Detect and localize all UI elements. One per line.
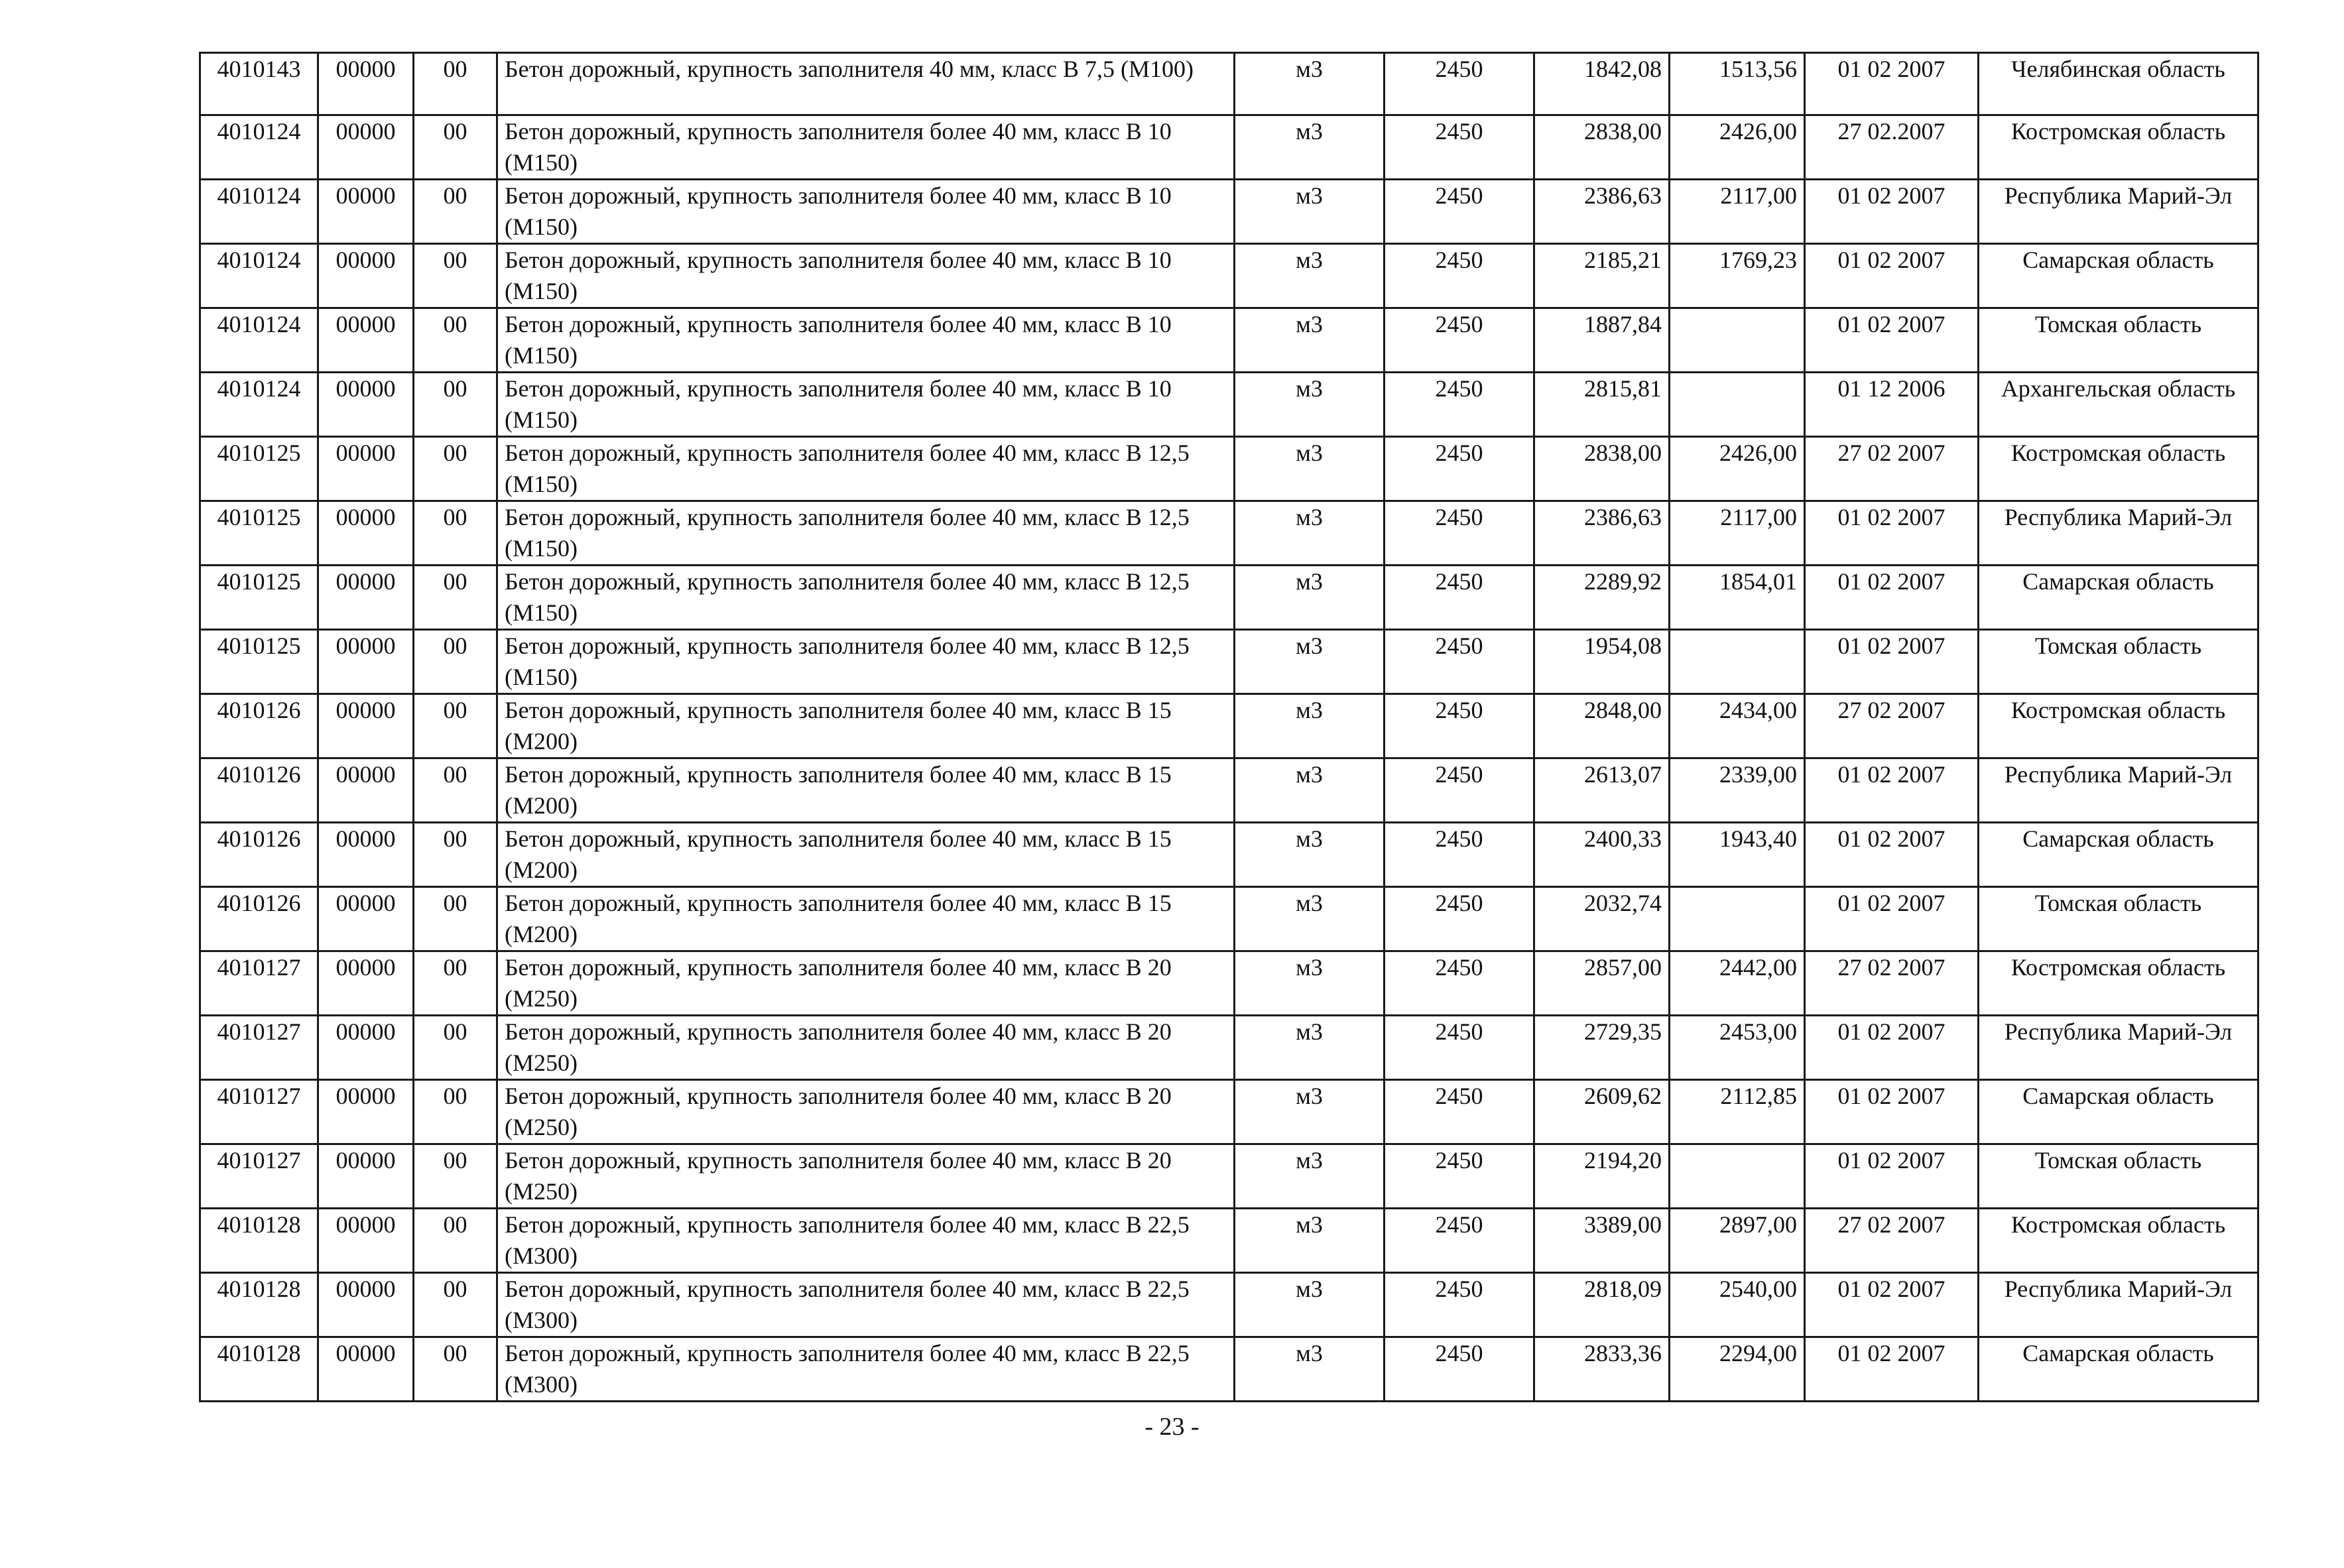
row-density: 2450: [1385, 115, 1534, 180]
row-subcode: 00000: [318, 244, 414, 308]
row-region: Костромская область: [1979, 437, 2258, 501]
row-price: 2818,09: [1534, 1273, 1670, 1337]
row-price: 2838,00: [1534, 115, 1670, 180]
row-unit: м3: [1235, 758, 1385, 823]
row-subcode-2: 00: [414, 373, 497, 437]
row-subcode: 00000: [318, 951, 414, 1016]
row-code: 4010124: [200, 308, 318, 373]
row-unit: м3: [1235, 1209, 1385, 1273]
row-subcode-2: 00: [414, 1144, 497, 1209]
row-subcode: 00000: [318, 630, 414, 694]
table-row: [200, 437, 2258, 501]
row-code: 4010128: [200, 1337, 318, 1402]
row-price: 2857,00: [1534, 951, 1670, 1016]
row-date: 27 02 2007: [1805, 437, 1979, 501]
row-name: Бетон дорожный, крупность заполнителя 40 мм, класс В 7,5 (М100): [497, 53, 1235, 115]
row-price-2: 1943,40: [1670, 823, 1805, 887]
row-subcode-2: 00: [414, 1080, 497, 1144]
row-unit: м3: [1235, 1337, 1385, 1402]
row-subcode-2: 00: [414, 694, 497, 758]
row-name: Бетон дорожный, крупность заполнителя более 40 мм, класс В 10 (М150): [497, 115, 1235, 180]
row-code: 4010143: [200, 53, 318, 115]
row-subcode: 00000: [318, 887, 414, 951]
row-subcode-2: 00: [414, 53, 497, 115]
row-date: 01 12 2006: [1805, 373, 1979, 437]
row-code: 4010127: [200, 1080, 318, 1144]
row-price-2: 1769,23: [1670, 244, 1805, 308]
row-code: 4010125: [200, 566, 318, 630]
table-row: [200, 244, 2258, 308]
row-name: Бетон дорожный, крупность заполнителя более 40 мм, класс В 20 (М250): [497, 1144, 1235, 1209]
row-subcode: 00000: [318, 694, 414, 758]
table-row: [200, 566, 2258, 630]
table-row: [200, 1337, 2258, 1402]
row-subcode-2: 00: [414, 115, 497, 180]
row-subcode-2: 00: [414, 1016, 497, 1080]
row-unit: м3: [1235, 501, 1385, 566]
row-unit: м3: [1235, 53, 1385, 115]
row-price: 1842,08: [1534, 53, 1670, 115]
row-date: 01 02 2007: [1805, 823, 1979, 887]
row-code: 4010126: [200, 887, 318, 951]
row-price-2: 2339,00: [1670, 758, 1805, 823]
row-price: 2838,00: [1534, 437, 1670, 501]
row-subcode: 00000: [318, 566, 414, 630]
row-name: Бетон дорожный, крупность заполнителя более 40 мм, класс В 22,5 (М300): [497, 1209, 1235, 1273]
row-region: Самарская область: [1979, 823, 2258, 887]
row-density: 2450: [1385, 53, 1534, 115]
row-name: Бетон дорожный, крупность заполнителя более 40 мм, класс В 15 (М200): [497, 758, 1235, 823]
row-name: Бетон дорожный, крупность заполнителя более 40 мм, класс В 10 (М150): [497, 308, 1235, 373]
row-region: Республика Марий-Эл: [1979, 1273, 2258, 1337]
row-price-2: [1670, 887, 1805, 951]
row-subcode: 00000: [318, 1144, 414, 1209]
row-subcode: 00000: [318, 1337, 414, 1402]
row-subcode-2: 00: [414, 758, 497, 823]
row-price: 1954,08: [1534, 630, 1670, 694]
row-unit: м3: [1235, 1016, 1385, 1080]
row-region: Самарская область: [1979, 244, 2258, 308]
row-subcode-2: 00: [414, 887, 497, 951]
table-row: [200, 1209, 2258, 1273]
row-date: 01 02 2007: [1805, 630, 1979, 694]
row-unit: м3: [1235, 180, 1385, 244]
row-name: Бетон дорожный, крупность заполнителя более 40 мм, класс В 22,5 (М300): [497, 1273, 1235, 1337]
row-price: 2400,33: [1534, 823, 1670, 887]
row-density: 2450: [1385, 566, 1534, 630]
row-price-2: [1670, 373, 1805, 437]
table-row: [200, 1016, 2258, 1080]
row-price: 2833,36: [1534, 1337, 1670, 1402]
table-row: [200, 308, 2258, 373]
row-subcode-2: 00: [414, 823, 497, 887]
row-price-2: [1670, 308, 1805, 373]
row-code: 4010124: [200, 115, 318, 180]
row-code: 4010125: [200, 437, 318, 501]
row-subcode-2: 00: [414, 308, 497, 373]
row-name: Бетон дорожный, крупность заполнителя более 40 мм, класс В 12,5 (М150): [497, 437, 1235, 501]
row-density: 2450: [1385, 437, 1534, 501]
row-name: Бетон дорожный, крупность заполнителя более 40 мм, класс В 15 (М200): [497, 823, 1235, 887]
row-name: Бетон дорожный, крупность заполнителя более 40 мм, класс В 10 (М150): [497, 244, 1235, 308]
row-region: Республика Марий-Эл: [1979, 501, 2258, 566]
row-unit: м3: [1235, 630, 1385, 694]
row-subcode: 00000: [318, 823, 414, 887]
row-unit: м3: [1235, 244, 1385, 308]
row-density: 2450: [1385, 694, 1534, 758]
row-subcode: 00000: [318, 180, 414, 244]
row-date: 01 02 2007: [1805, 501, 1979, 566]
row-density: 2450: [1385, 1080, 1534, 1144]
row-density: 2450: [1385, 1273, 1534, 1337]
row-name: Бетон дорожный, крупность заполнителя более 40 мм, класс В 15 (М200): [497, 887, 1235, 951]
row-price-2: 2426,00: [1670, 437, 1805, 501]
row-subcode-2: 00: [414, 1209, 497, 1273]
row-subcode-2: 00: [414, 951, 497, 1016]
row-subcode-2: 00: [414, 566, 497, 630]
row-date: 27 02 2007: [1805, 951, 1979, 1016]
row-unit: м3: [1235, 951, 1385, 1016]
row-price: 1887,84: [1534, 308, 1670, 373]
row-code: 4010128: [200, 1209, 318, 1273]
table-row: [200, 758, 2258, 823]
table-row: [200, 951, 2258, 1016]
row-code: 4010127: [200, 951, 318, 1016]
row-price: 2185,21: [1534, 244, 1670, 308]
row-density: 2450: [1385, 1016, 1534, 1080]
row-code: 4010125: [200, 630, 318, 694]
row-price-2: 2294,00: [1670, 1337, 1805, 1402]
row-subcode: 00000: [318, 1209, 414, 1273]
row-name: Бетон дорожный, крупность заполнителя более 40 мм, класс В 20 (М250): [497, 1080, 1235, 1144]
table-row: [200, 115, 2258, 180]
row-region: Республика Марий-Эл: [1979, 758, 2258, 823]
row-unit: м3: [1235, 373, 1385, 437]
row-price-2: 2426,00: [1670, 115, 1805, 180]
row-region: Костромская область: [1979, 115, 2258, 180]
row-name: Бетон дорожный, крупность заполнителя более 40 мм, класс В 22,5 (М300): [497, 1337, 1235, 1402]
row-price-2: 2117,00: [1670, 180, 1805, 244]
row-subcode: 00000: [318, 1273, 414, 1337]
row-density: 2450: [1385, 180, 1534, 244]
row-price: 2289,92: [1534, 566, 1670, 630]
row-date: 01 02 2007: [1805, 1080, 1979, 1144]
table-row: [200, 823, 2258, 887]
row-region: Костромская область: [1979, 694, 2258, 758]
row-code: 4010124: [200, 373, 318, 437]
row-price-2: 2540,00: [1670, 1273, 1805, 1337]
row-density: 2450: [1385, 308, 1534, 373]
row-price: 2386,63: [1534, 180, 1670, 244]
row-price-2: 2112,85: [1670, 1080, 1805, 1144]
row-unit: м3: [1235, 1080, 1385, 1144]
row-name: Бетон дорожный, крупность заполнителя более 40 мм, класс В 10 (М150): [497, 180, 1235, 244]
row-region: Костромская область: [1979, 951, 2258, 1016]
row-subcode: 00000: [318, 1016, 414, 1080]
row-code: 4010127: [200, 1016, 318, 1080]
row-code: 4010128: [200, 1273, 318, 1337]
table-row: [200, 887, 2258, 951]
row-price: 2032,74: [1534, 887, 1670, 951]
row-density: 2450: [1385, 501, 1534, 566]
row-unit: м3: [1235, 566, 1385, 630]
row-code: 4010126: [200, 694, 318, 758]
row-region: Костромская область: [1979, 1209, 2258, 1273]
row-unit: м3: [1235, 308, 1385, 373]
row-date: 27 02 2007: [1805, 1209, 1979, 1273]
row-unit: м3: [1235, 115, 1385, 180]
row-density: 2450: [1385, 630, 1534, 694]
row-name: Бетон дорожный, крупность заполнителя более 40 мм, класс В 15 (М200): [497, 694, 1235, 758]
row-price: 2613,07: [1534, 758, 1670, 823]
table-row: [200, 630, 2258, 694]
row-region: Томская область: [1979, 1144, 2258, 1209]
row-name: Бетон дорожный, крупность заполнителя более 40 мм, класс В 20 (М250): [497, 1016, 1235, 1080]
row-density: 2450: [1385, 1144, 1534, 1209]
row-date: 01 02 2007: [1805, 308, 1979, 373]
row-unit: м3: [1235, 1144, 1385, 1209]
row-price: 2386,63: [1534, 501, 1670, 566]
row-subcode-2: 00: [414, 630, 497, 694]
row-date: 01 02 2007: [1805, 180, 1979, 244]
row-date: 27 02.2007: [1805, 115, 1979, 180]
row-date: 01 02 2007: [1805, 566, 1979, 630]
row-price: 2848,00: [1534, 694, 1670, 758]
page-number: - 23 -: [1144, 1413, 1200, 1441]
table-body: [200, 53, 2258, 1402]
row-region: Самарская область: [1979, 566, 2258, 630]
row-name: Бетон дорожный, крупность заполнителя более 40 мм, класс В 10 (М150): [497, 373, 1235, 437]
table-row: [200, 1144, 2258, 1209]
row-price-2: 2453,00: [1670, 1016, 1805, 1080]
row-name: Бетон дорожный, крупность заполнителя более 40 мм, класс В 20 (М250): [497, 951, 1235, 1016]
row-price-2: 2434,00: [1670, 694, 1805, 758]
row-subcode: 00000: [318, 115, 414, 180]
row-name: Бетон дорожный, крупность заполнителя более 40 мм, класс В 12,5 (М150): [497, 630, 1235, 694]
row-subcode-2: 00: [414, 244, 497, 308]
row-price: 3389,00: [1534, 1209, 1670, 1273]
row-date: 27 02 2007: [1805, 694, 1979, 758]
row-code: 4010127: [200, 1144, 318, 1209]
table-row: [200, 1080, 2258, 1144]
row-region: Республика Марий-Эл: [1979, 180, 2258, 244]
row-code: 4010126: [200, 758, 318, 823]
row-density: 2450: [1385, 951, 1534, 1016]
row-price: 2194,20: [1534, 1144, 1670, 1209]
row-unit: м3: [1235, 823, 1385, 887]
row-price-2: 2442,00: [1670, 951, 1805, 1016]
row-subcode-2: 00: [414, 501, 497, 566]
row-date: 01 02 2007: [1805, 887, 1979, 951]
row-region: Томская область: [1979, 630, 2258, 694]
row-region: Архангельская область: [1979, 373, 2258, 437]
row-density: 2450: [1385, 887, 1534, 951]
table-row: [200, 53, 2258, 115]
row-unit: м3: [1235, 437, 1385, 501]
row-density: 2450: [1385, 244, 1534, 308]
table-row: [200, 694, 2258, 758]
row-price-2: 1854,01: [1670, 566, 1805, 630]
row-unit: м3: [1235, 1273, 1385, 1337]
row-date: 01 02 2007: [1805, 244, 1979, 308]
row-name: Бетон дорожный, крупность заполнителя более 40 мм, класс В 12,5 (М150): [497, 566, 1235, 630]
row-price: 2729,35: [1534, 1016, 1670, 1080]
row-price: 2815,81: [1534, 373, 1670, 437]
row-subcode-2: 00: [414, 180, 497, 244]
row-density: 2450: [1385, 758, 1534, 823]
row-subcode: 00000: [318, 53, 414, 115]
row-density: 2450: [1385, 1337, 1534, 1402]
row-price: 2609,62: [1534, 1080, 1670, 1144]
table-row: [200, 180, 2258, 244]
row-date: 01 02 2007: [1805, 1016, 1979, 1080]
row-subcode: 00000: [318, 373, 414, 437]
row-region: Томская область: [1979, 308, 2258, 373]
row-region: Республика Марий-Эл: [1979, 1016, 2258, 1080]
row-code: 4010125: [200, 501, 318, 566]
row-density: 2450: [1385, 373, 1534, 437]
table-row: [200, 501, 2258, 566]
row-subcode-2: 00: [414, 1273, 497, 1337]
row-density: 2450: [1385, 1209, 1534, 1273]
row-subcode: 00000: [318, 758, 414, 823]
row-region: Томская область: [1979, 887, 2258, 951]
table-row: [200, 1273, 2258, 1337]
row-density: 2450: [1385, 823, 1534, 887]
row-price-2: 1513,56: [1670, 53, 1805, 115]
row-date: 01 02 2007: [1805, 1337, 1979, 1402]
row-region: Самарская область: [1979, 1080, 2258, 1144]
row-price-2: [1670, 1144, 1805, 1209]
row-date: 01 02 2007: [1805, 758, 1979, 823]
row-date: 01 02 2007: [1805, 1273, 1979, 1337]
table-row: [200, 373, 2258, 437]
row-date: 01 02 2007: [1805, 1144, 1979, 1209]
row-unit: м3: [1235, 694, 1385, 758]
row-region: Самарская область: [1979, 1337, 2258, 1402]
price-table: [199, 52, 2259, 1402]
row-unit: м3: [1235, 887, 1385, 951]
row-price-2: 2117,00: [1670, 501, 1805, 566]
row-subcode-2: 00: [414, 437, 497, 501]
row-subcode-2: 00: [414, 1337, 497, 1402]
row-code: 4010124: [200, 180, 318, 244]
row-subcode: 00000: [318, 308, 414, 373]
row-subcode: 00000: [318, 437, 414, 501]
row-price-2: [1670, 630, 1805, 694]
row-date: 01 02 2007: [1805, 53, 1979, 115]
row-price-2: 2897,00: [1670, 1209, 1805, 1273]
row-region: Челябинская область: [1979, 53, 2258, 115]
row-subcode: 00000: [318, 501, 414, 566]
row-subcode: 00000: [318, 1080, 414, 1144]
row-code: 4010124: [200, 244, 318, 308]
row-name: Бетон дорожный, крупность заполнителя более 40 мм, класс В 12,5 (М150): [497, 501, 1235, 566]
row-code: 4010126: [200, 823, 318, 887]
